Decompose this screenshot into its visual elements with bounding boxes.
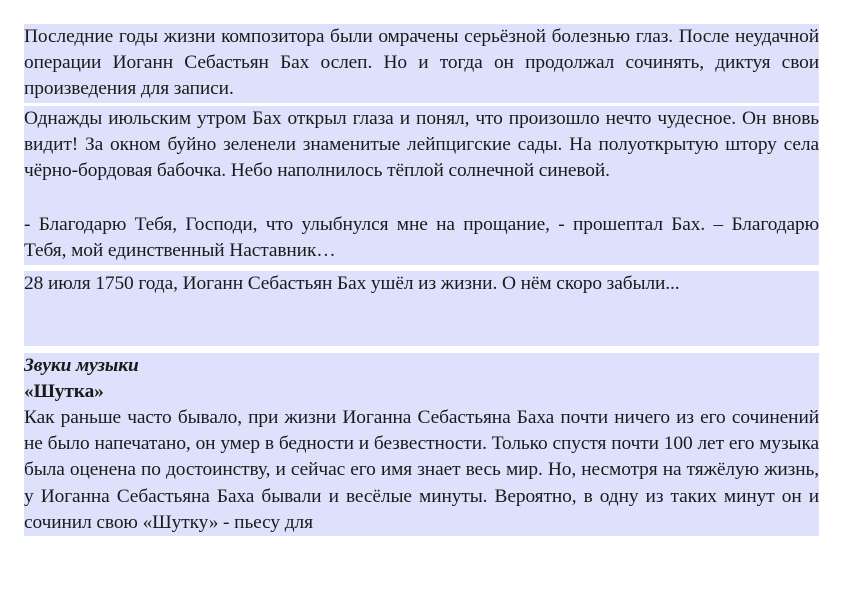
section-heading: Звуки музыки	[24, 353, 819, 379]
document-page	[24, 24, 819, 536]
paragraph-july-morning: Однажды июльским утром Бах открыл глаза и понял, что произошло нечто чудесное. Он вновь видит! За окном буйно зеленели знаменитые лейпцигские сады. На полуоткрытую штору села чёрно-бордовая бабочка. Небо наполнилось тёплой солнечной синевой.	[24, 106, 819, 212]
paragraph-blindness: Последние годы жизни композитора были омрачены серьёзной болезнью глаз. После неудачной операции Иоганн Себастьян Бах ослеп. Но и тогда он продолжал сочинять, диктуя свои произведения для записи.	[24, 24, 819, 103]
paragraph-joke-intro: Как раньше часто бывало, при жизни Иоганна Себастьяна Баха почти ничего из его сочинений не было напечатано, он умер в бедности и безвестности. Только спустя почти 100 лет его музыка была оценена по достоинству, и сейчас его имя знает весь мир. Но, несмотря на тяжёлую жизнь, у Иоганна Себастьяна Баха бывали и весёлые минуты. Вероятно, в одну из таких минут он и сочинил свою «Шутку» - пьесу для	[24, 405, 819, 536]
paragraph-bach-thanks: - Благодарю Тебя, Господи, что улыбнулся мне на прощание, - прошептал Бах. – Благодарю Тебя, мой единственный Наставник…	[24, 212, 819, 265]
section-subheading: «Шутка»	[24, 379, 819, 405]
paragraph-death-date: 28 июля 1750 года, Иоганн Себастьян Бах ушёл из жизни. О нём скоро забыли...	[24, 271, 819, 346]
